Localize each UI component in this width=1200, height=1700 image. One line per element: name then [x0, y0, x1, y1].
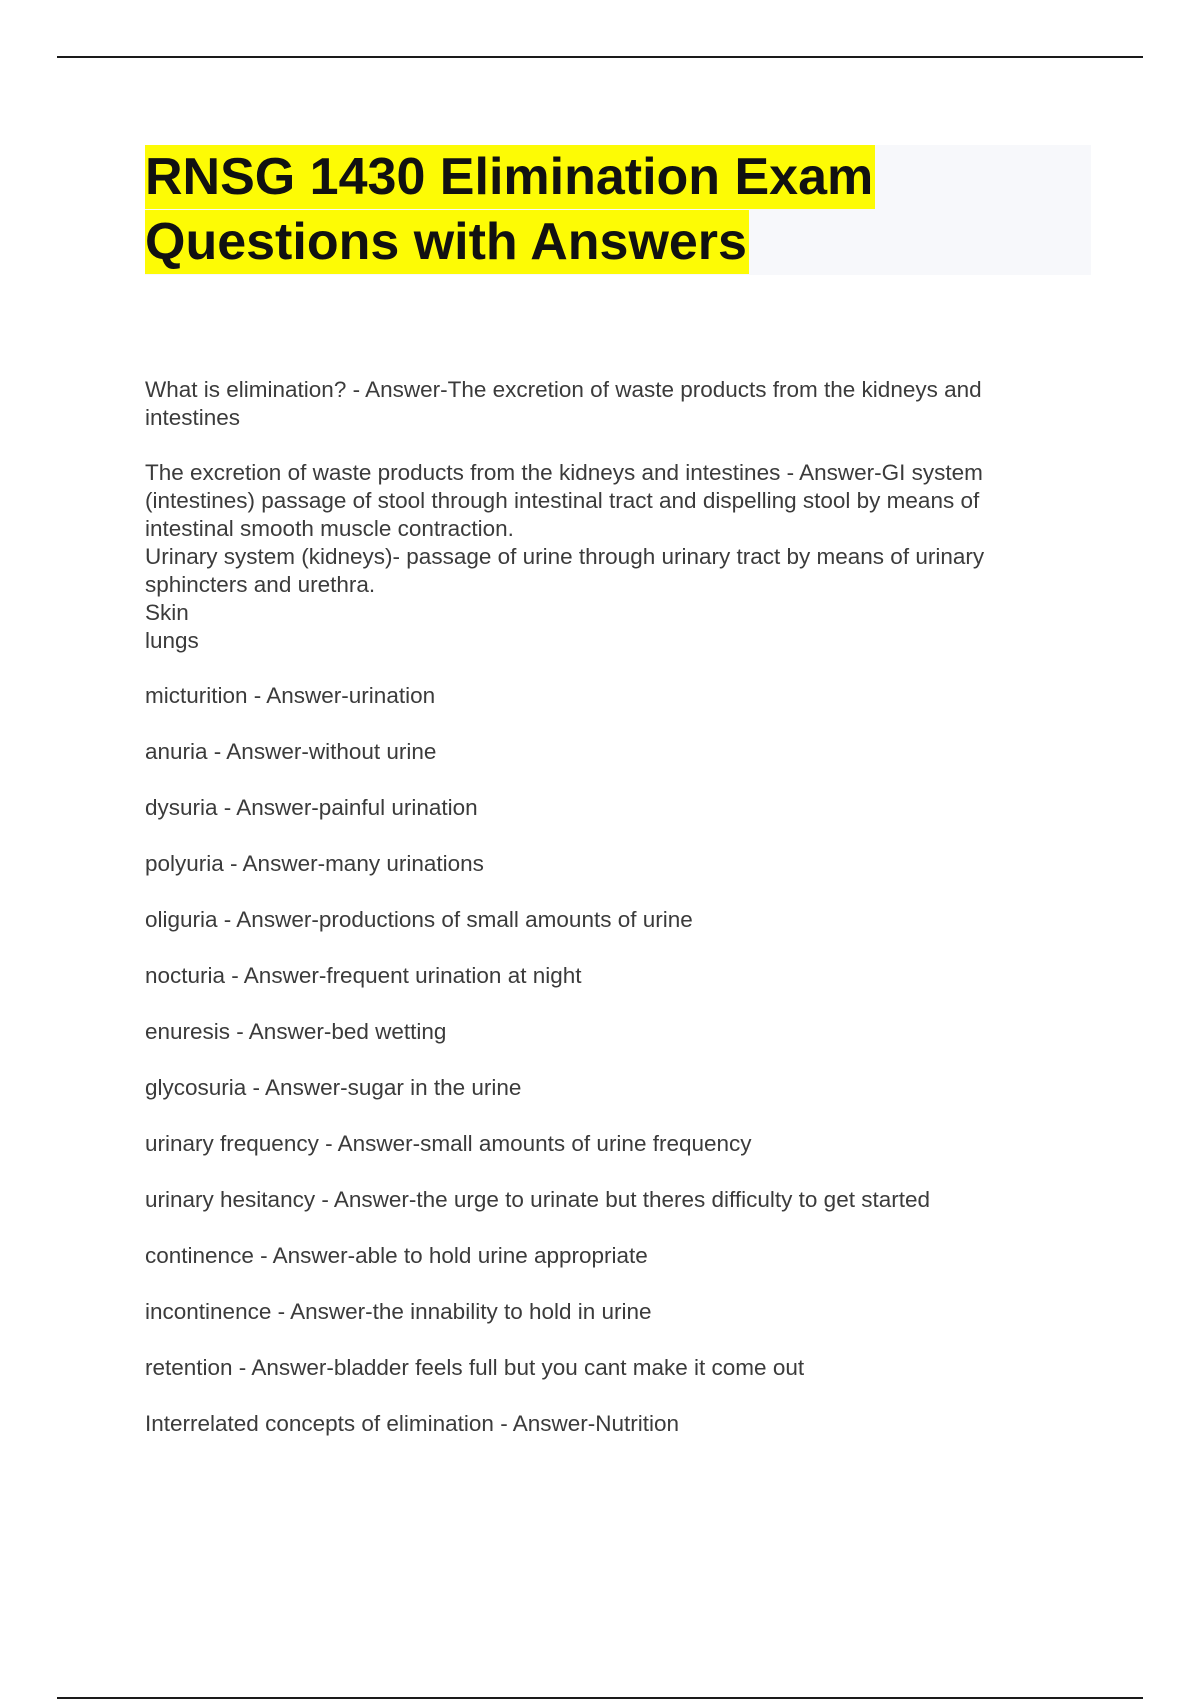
qa-text-line: polyuria - Answer-many urinations — [145, 851, 484, 876]
qa-text-line: intestinal smooth muscle contraction. — [145, 516, 514, 541]
top-rule — [57, 56, 1143, 58]
qa-text-line: micturition - Answer-urination — [145, 683, 436, 708]
qa-list — [145, 376, 1075, 1466]
qa-entry — [145, 1298, 1075, 1326]
qa-entry — [145, 682, 1075, 710]
qa-entry — [145, 794, 1075, 822]
qa-text-line: What is elimination? - Answer-The excretion of waste products from the kidneys and — [145, 377, 982, 402]
qa-text-line: The excretion of waste products from the kidneys and intestines - Answer-GI system — [145, 460, 983, 485]
qa-entry — [145, 1074, 1075, 1102]
qa-text-line: nocturia - Answer-frequent urination at night — [145, 963, 582, 988]
document-title-line-1: RNSG 1430 Elimination Exam — [145, 145, 875, 209]
qa-entry — [145, 962, 1075, 990]
qa-text-line: anuria - Answer-without urine — [145, 739, 437, 764]
qa-text-line: urinary frequency - Answer-small amounts of urine frequency — [145, 1131, 752, 1156]
qa-entry — [145, 1018, 1075, 1046]
bottom-rule — [57, 1697, 1143, 1699]
qa-text-line: retention - Answer-bladder feels full but you cant make it come out — [145, 1355, 805, 1380]
qa-entry — [145, 1130, 1075, 1158]
qa-text-line: Interrelated concepts of elimination - Answer-Nutrition — [145, 1411, 680, 1436]
qa-entry — [145, 1242, 1075, 1270]
document-title-line-2: Questions with Answers — [145, 210, 749, 274]
title-block — [145, 145, 1091, 275]
qa-entry — [145, 850, 1075, 878]
qa-entry — [145, 459, 1075, 655]
qa-text-line: sphincters and urethra. — [145, 572, 376, 597]
qa-entry — [145, 1186, 1075, 1214]
qa-entry — [145, 906, 1075, 934]
qa-entry — [145, 738, 1075, 766]
qa-text-line: Skin — [145, 600, 189, 625]
qa-text-line: oliguria - Answer-productions of small amounts of urine — [145, 907, 693, 932]
qa-text-line: (intestines) passage of stool through intestinal tract and dispelling stool by means of — [145, 488, 980, 513]
qa-text-line: lungs — [145, 628, 199, 653]
qa-text-line: Urinary system (kidneys)- passage of urine through urinary tract by means of urinary — [145, 544, 985, 569]
qa-text-line: urinary hesitancy - Answer-the urge to urinate but theres difficulty to get started — [145, 1187, 930, 1212]
qa-text-line: enuresis - Answer-bed wetting — [145, 1019, 447, 1044]
qa-entry — [145, 376, 1075, 432]
qa-entry — [145, 1354, 1075, 1382]
qa-entry — [145, 1410, 1075, 1438]
qa-text-line: dysuria - Answer-painful urination — [145, 795, 478, 820]
qa-text-line: intestines — [145, 405, 241, 430]
qa-text-line: glycosuria - Answer-sugar in the urine — [145, 1075, 522, 1100]
qa-text-line: continence - Answer-able to hold urine appropriate — [145, 1243, 648, 1268]
qa-text-line: incontinence - Answer-the innability to hold in urine — [145, 1299, 652, 1324]
